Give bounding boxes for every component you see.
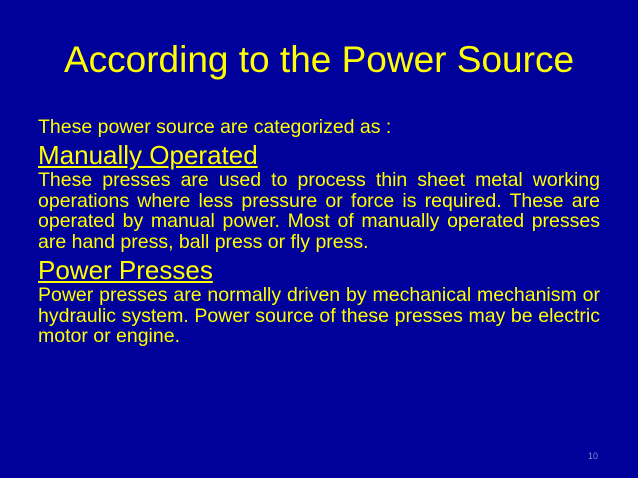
slide-title: According to the Power Source	[63, 39, 575, 80]
section-heading-manually-operated: Manually Operated	[38, 140, 258, 170]
section-paragraph-power-presses: Power presses are normally driven by mechanical mechanism or hydraulic system. Power source of these presses may be electric motor or engine.	[38, 284, 600, 347]
slide-number: 10	[587, 451, 598, 461]
intro-text: These power source are categorized as :	[38, 116, 392, 138]
section-paragraph-manually-operated: These presses are used to process thin sheet metal working operations where less pressure or force is required. These are operated by manual power. Most of manually operated presses are hand press, ball press or fly press.	[38, 169, 600, 253]
section-heading-power-presses: Power Presses	[38, 255, 213, 285]
slide-body	[38, 116, 600, 347]
